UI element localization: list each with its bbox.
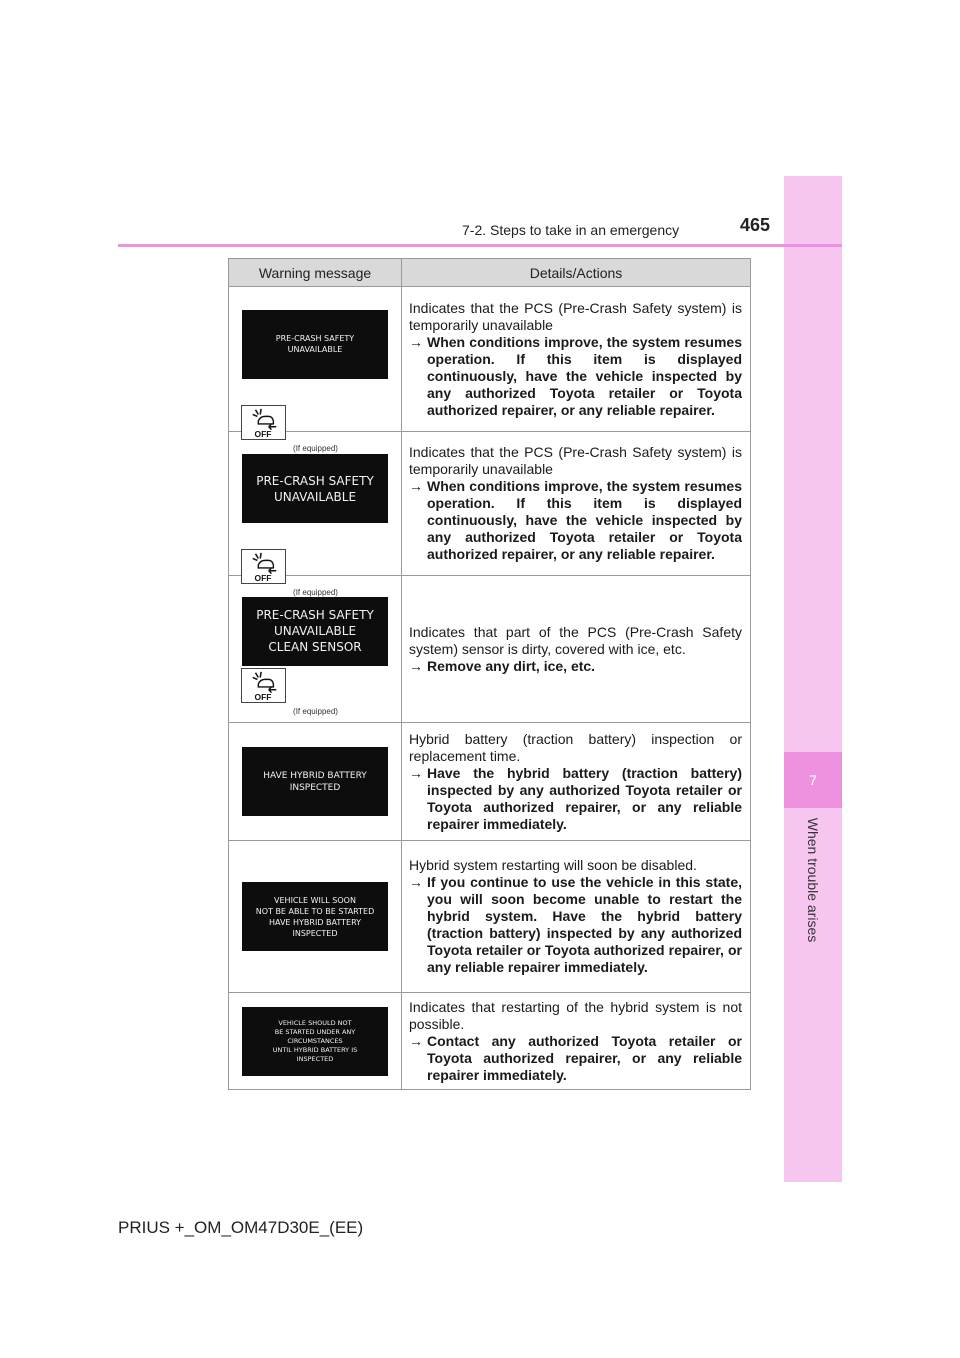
warning-message-table	[228, 258, 751, 1090]
display-line: HAVE HYBRID BATTERY	[263, 770, 367, 781]
details-cell	[402, 432, 751, 576]
col-header-warning: Warning message	[229, 259, 402, 287]
page-number: 465	[740, 215, 771, 235]
chapter-number-box	[784, 752, 842, 808]
arrow-icon: →	[409, 764, 423, 781]
display-line: VEHICLE SHOULD NOT	[278, 1018, 352, 1027]
display-line: PRE-CRASH SAFETY	[275, 334, 355, 343]
action-item	[409, 658, 742, 675]
details-text: Indicates that the PCS (Pre-Crash Safety system) is temporarily unavailable	[409, 444, 742, 477]
details-text: Indicates that the PCS (Pre-Crash Safety system) is temporarily unavailable	[409, 299, 742, 333]
details-cell	[402, 723, 751, 841]
warning-image-cell	[229, 841, 402, 993]
table-row	[229, 723, 751, 841]
display-line: HAVE HYBRID BATTERY	[268, 917, 362, 927]
table-row	[229, 432, 751, 576]
display-line: UNAVAILABLE	[273, 489, 357, 504]
action-item	[409, 874, 742, 976]
display-line: PRE-CRASH SAFETY	[256, 473, 374, 488]
table-row	[229, 576, 751, 723]
details-cell	[402, 993, 751, 1090]
action-text: Remove any dirt, ice, etc.	[427, 657, 596, 674]
warning-display	[242, 597, 388, 666]
table-header-row	[229, 259, 751, 287]
warning-display	[242, 747, 388, 816]
if-equipped-note: (If equipped)	[293, 444, 338, 453]
warning-image-cell	[229, 576, 402, 723]
col-header-details: Details/Actions	[402, 259, 751, 287]
if-equipped-note: (If equipped)	[293, 588, 338, 597]
table-row	[229, 287, 751, 432]
action-text: When conditions improve, the system resumes operation. If this item is displayed continuously, have the vehicle inspected by any authorized Toyota retailer or Toyota authorized repairer, or any reliable repairer.	[427, 333, 742, 418]
table-row	[229, 841, 751, 993]
details-cell	[402, 287, 751, 432]
details-text: Indicates that restarting of the hybrid system is not possible.	[409, 998, 742, 1032]
display-line: INSPECTED	[289, 782, 341, 793]
table-row	[229, 993, 751, 1090]
pcs-off-indicator-icon	[241, 668, 286, 703]
arrow-icon: →	[409, 333, 423, 350]
display-line: UNAVAILABLE	[287, 345, 343, 354]
display-line: UNAVAILABLE	[273, 624, 357, 638]
display-line: CLEAN SENSOR	[268, 640, 362, 654]
warning-display	[242, 454, 388, 523]
display-line: UNTIL HYBRID BATTERY IS	[272, 1045, 358, 1054]
display-line: VEHICLE WILL SOON	[274, 895, 356, 905]
document-id: PRIUS +_OM_OM47D30E_(EE)	[118, 1218, 364, 1237]
action-item	[409, 1033, 742, 1084]
details-cell	[402, 841, 751, 993]
chapter-number: 7	[809, 772, 817, 788]
header-rule	[118, 244, 842, 247]
if-equipped-note: (If equipped)	[293, 707, 338, 716]
details-text: Hybrid system restarting will soon be disabled.	[409, 857, 697, 873]
warning-image-cell	[229, 287, 402, 453]
icon-off-text: OFF	[254, 573, 272, 583]
action-text: When conditions improve, the system resumes operation. If this item is displayed continuously, have the vehicle inspected by any authorized Toyota retailer or Toyota authorized repairer, or any reliable repairer.	[427, 478, 742, 562]
section-title: 7-2. Steps to take in an emergency	[462, 222, 680, 238]
warning-display	[242, 1007, 388, 1076]
arrow-icon: →	[409, 874, 423, 890]
action-item	[409, 334, 742, 419]
display-line: INSPECTED	[292, 928, 338, 938]
action-text: Contact any authorized Toyota retailer or Toyota authorized repairer, or any reliable repairer immediately.	[427, 1032, 742, 1083]
action-item	[409, 478, 742, 563]
warning-image-cell	[229, 723, 402, 841]
warning-image-cell	[229, 432, 402, 597]
warning-image-cell	[229, 993, 402, 1090]
display-line: BE STARTED UNDER ANY	[274, 1027, 356, 1036]
pcs-off-icon	[242, 669, 285, 702]
chapter-sidebar-tab	[784, 176, 842, 1182]
warning-display	[242, 310, 388, 379]
chapter-label: When trouble arises	[805, 817, 821, 943]
display-line: CIRCUMSTANCES	[287, 1036, 343, 1045]
action-text: If you continue to use the vehicle in this state, you will soon become unable to restart the hybrid system. Have the hybrid battery (traction battery) inspected by any authorized Toyota retailer or Toyota authorized repairer, or any reliable repairer immediately.	[427, 874, 742, 975]
arrow-icon: →	[409, 478, 423, 494]
warning-display	[242, 882, 388, 951]
arrow-icon: →	[409, 657, 423, 674]
details-text: Indicates that part of the PCS (Pre-Crash Safety system) sensor is dirty, covered with ice, etc.	[409, 623, 742, 657]
icon-off-text: OFF	[254, 429, 272, 439]
action-item	[409, 765, 742, 833]
display-line: INSPECTED	[296, 1054, 334, 1063]
arrow-icon: →	[409, 1032, 423, 1049]
details-text: Hybrid battery (traction battery) inspection or replacement time.	[409, 730, 742, 764]
details-cell	[402, 576, 751, 723]
display-line: PRE-CRASH SAFETY	[256, 608, 374, 622]
display-line: NOT BE ABLE TO BE STARTED	[255, 906, 375, 916]
icon-off-text: OFF	[254, 692, 272, 702]
action-text: Have the hybrid battery (traction battery) inspected by any authorized Toyota retailer or Toyota authorized repairer, or any reliable repairer immediately.	[427, 764, 742, 832]
